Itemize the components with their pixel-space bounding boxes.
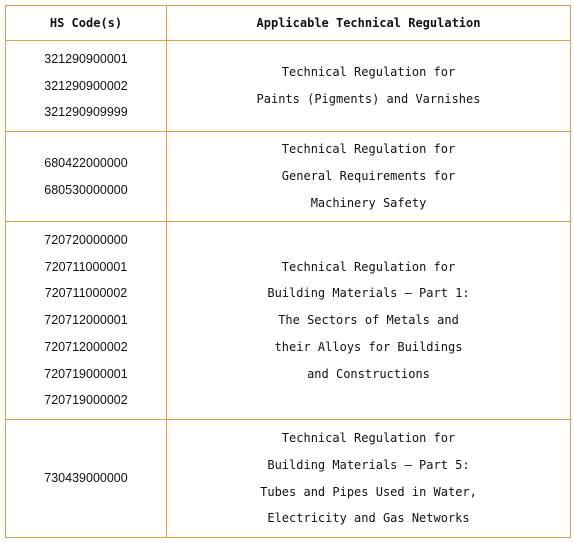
hs-code: 680422000000 xyxy=(44,155,128,170)
regulation-line: The Sectors of Metals and xyxy=(278,313,459,328)
hs-code: 680530000000 xyxy=(44,182,128,197)
hs-code-cell xyxy=(6,41,167,132)
regulation-cell xyxy=(167,41,571,132)
regulation-cell xyxy=(167,420,571,538)
hs-code-cell xyxy=(6,222,167,420)
hs-code: 720720000000 xyxy=(44,233,128,248)
hs-code-regulation-table xyxy=(5,5,571,538)
regulation-cell xyxy=(167,222,571,420)
hs-code: 321290900001 xyxy=(44,51,128,66)
header-regulation: Applicable Technical Regulation xyxy=(167,6,571,41)
table-header-row xyxy=(6,6,571,41)
regulation-line: Technical Regulation for xyxy=(281,65,456,80)
hs-code: 730439000000 xyxy=(44,471,128,486)
regulation-line: Machinery Safety xyxy=(310,195,427,210)
hs-code: 321290909999 xyxy=(44,105,128,120)
regulation-line: Electricity and Gas Networks xyxy=(267,511,470,526)
table-row xyxy=(6,132,571,222)
regulation-line: General Requirements for xyxy=(281,169,456,184)
regulation-line: Tubes and Pipes Used in Water, xyxy=(260,484,477,499)
regulation-line: Building Materials – Part 1: xyxy=(267,286,470,301)
hs-code-cell xyxy=(6,420,167,538)
hs-code: 720712000002 xyxy=(44,339,128,354)
hs-code-cell xyxy=(6,132,167,222)
regulation-line: Technical Regulation for xyxy=(281,259,456,274)
hs-code: 720719000002 xyxy=(44,393,128,408)
table-row xyxy=(6,222,571,420)
header-hs-code: HS Code(s) xyxy=(6,6,167,41)
regulation-line: their Alloys for Buildings xyxy=(274,339,463,354)
hs-code: 720711000002 xyxy=(44,286,128,301)
regulation-line: and Constructions xyxy=(307,366,430,381)
table-row xyxy=(6,420,571,538)
hs-code: 321290900002 xyxy=(44,78,128,93)
regulation-line: Building Materials – Part 5: xyxy=(267,457,470,472)
hs-code: 720719000001 xyxy=(44,366,128,381)
regulation-line: Technical Regulation for xyxy=(281,142,456,157)
hs-code: 720711000001 xyxy=(44,259,128,274)
regulation-line: Paints (Pigments) and Varnishes xyxy=(256,92,481,106)
regulation-line: Technical Regulation for xyxy=(281,431,456,446)
table-row xyxy=(6,41,571,132)
hs-code: 720712000001 xyxy=(44,313,128,328)
regulation-cell xyxy=(167,132,571,222)
